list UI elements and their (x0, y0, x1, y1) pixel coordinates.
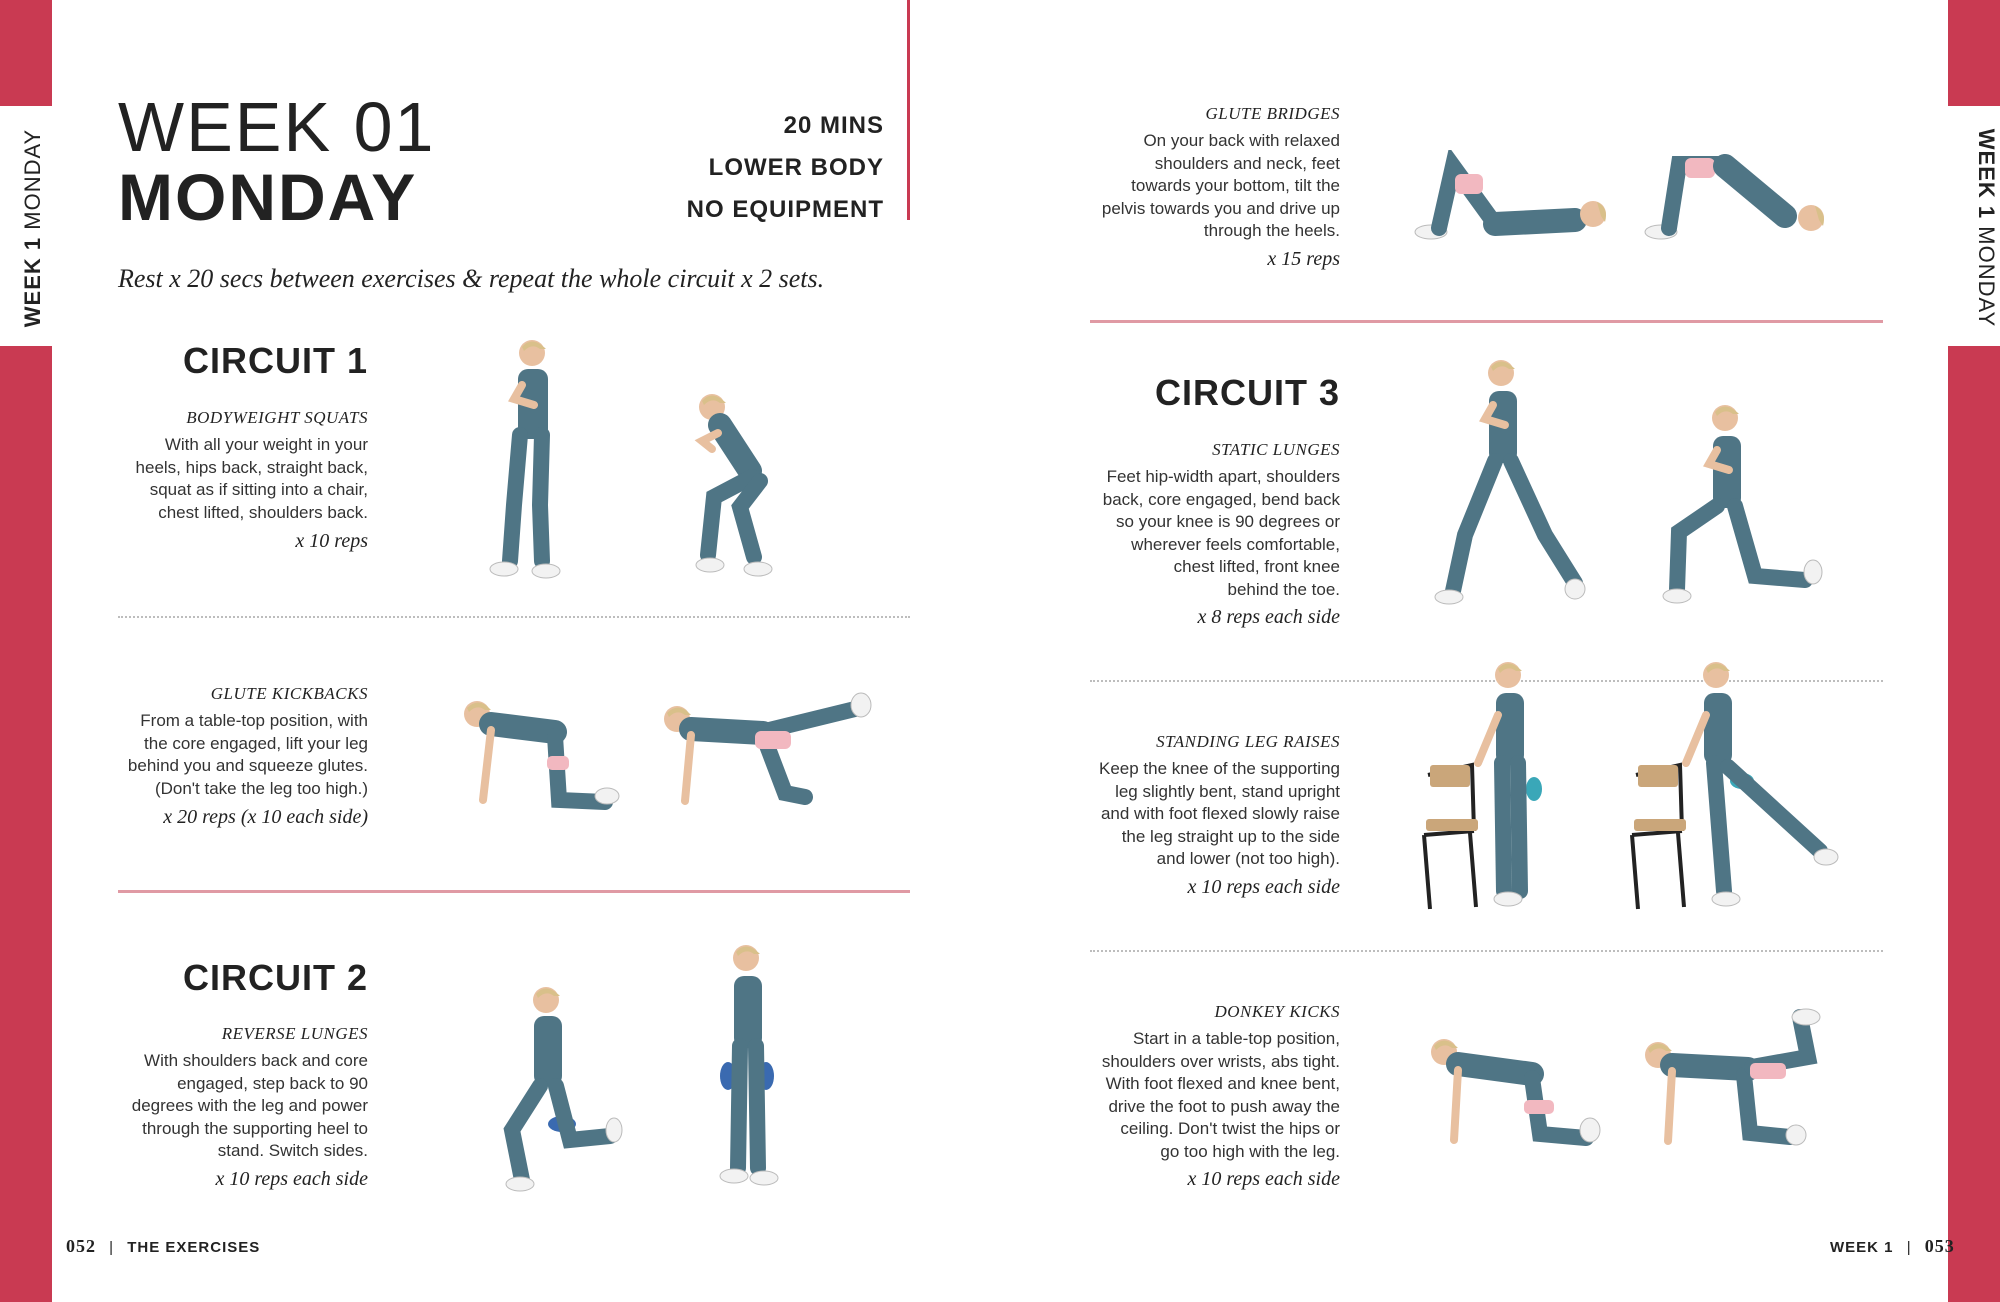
page-number: 052 (66, 1236, 96, 1256)
circuit-1-title: CIRCUIT 1 (182, 340, 368, 381)
exercise-description: With all your weight in your heels, hips back, straight back, squat as if sitting into a chair, chest lifted, shoulders back. (135, 435, 368, 522)
exercise-reps: x 20 reps (x 10 each side) (163, 806, 368, 828)
day-heading: MONDAY (118, 160, 418, 234)
exercise-description: On your back with relaxed shoulders and neck, feet towards your bottom, tilt the pelvis towards you and drive up through the heels. (1101, 131, 1340, 240)
exercise-description: With shoulders back and core engaged, step back to 90 degrees with the leg and power through the supporting heel to stand. Switch sides. (131, 1051, 368, 1160)
glute-bridge-start-figure (1405, 150, 1615, 245)
left-side-tab-label: WEEK 1 MONDAY (20, 128, 46, 328)
right-side-tab-label: WEEK 1 MONDAY (1974, 128, 2000, 328)
exercise-name: DONKEY KICKS (1214, 1002, 1340, 1021)
reverse-lunge-standing-figure (710, 940, 790, 1190)
exercise-reps: x 10 reps each side (1187, 876, 1340, 898)
exercise-divider (118, 616, 910, 618)
exercise-reps: x 15 reps (1267, 248, 1340, 270)
exercise-name: GLUTE KICKBACKS (210, 684, 368, 703)
meta-duration: 20 MINS (783, 112, 884, 139)
meta-focus: LOWER BODY (708, 154, 884, 181)
section-name: WEEK 1 (1830, 1239, 1894, 1256)
circuit-divider (1090, 320, 1883, 323)
circuit-3-title: CIRCUIT 3 (1154, 372, 1340, 413)
donkey-kick-start-figure (1420, 1030, 1620, 1160)
leg-raise-start-figure (1410, 655, 1580, 915)
donkey-kick-end-figure (1640, 1005, 1840, 1160)
right-footer: WEEK 1 | 053 (1830, 1236, 1955, 1256)
exercise-reps: x 10 reps each side (1187, 1168, 1340, 1190)
exercise-name: REVERSE LUNGES (221, 1024, 368, 1043)
static-lunge-bottom-figure (1655, 400, 1835, 610)
circuit-2-title: CIRCUIT 2 (182, 957, 368, 998)
glute-bridge-end-figure (1635, 150, 1845, 245)
exercise-description: From a table-top position, with the core engaged, lift your leg behind you and squeeze glutes. (Don't take the leg too high.) (127, 711, 368, 798)
header-accent-line (907, 0, 910, 220)
leg-raise-end-figure (1620, 655, 1850, 915)
kickback-end-figure (655, 685, 885, 805)
exercise-name: GLUTE BRIDGES (1205, 104, 1340, 123)
exercise-reps: x 10 reps each side (215, 1168, 368, 1190)
page-number: 053 (1924, 1236, 1955, 1256)
exercise-description: Start in a table-top position, shoulders over wrists, abs tight. With foot flexed and knee bent, drive the foot to push away the ceiling. Don't twist the hips or go too high with the leg. (1101, 1029, 1340, 1161)
squat-standing-figure (470, 335, 580, 585)
reverse-lunge-figure (490, 980, 630, 1195)
exercise-name: BODYWEIGHT SQUATS (186, 408, 368, 427)
exercise-description: Keep the knee of the supporting leg slightly bent, stand upright and with foot flexed slowly raise the leg straight up to the side and lower (not too high). (1098, 759, 1340, 868)
exercise-reps: x 8 reps each side (1197, 606, 1340, 628)
exercise-description: Feet hip-width apart, shoulders back, core engaged, bend back so your knee is 90 degrees or wherever feels comfortable, chest lifted, front knee behind the toe. (1102, 467, 1340, 599)
intro-text: Rest x 20 secs between exercises & repeat the whole circuit x 2 sets. (118, 264, 825, 293)
section-name: THE EXERCISES (127, 1239, 261, 1256)
circuit-divider (118, 890, 910, 893)
meta-equipment: NO EQUIPMENT (686, 196, 884, 223)
static-lunge-standing-figure (1425, 355, 1595, 610)
exercise-name: STATIC LUNGES (1212, 440, 1340, 459)
exercise-reps: x 10 reps (295, 530, 368, 552)
squat-bottom-figure (680, 385, 800, 585)
week-heading: WEEK 01 (118, 88, 436, 166)
exercise-name: STANDING LEG RAISES (1156, 732, 1340, 751)
kickback-start-figure (455, 690, 625, 820)
left-footer: 052 | THE EXERCISES (66, 1236, 261, 1256)
exercise-divider (1090, 950, 1883, 952)
